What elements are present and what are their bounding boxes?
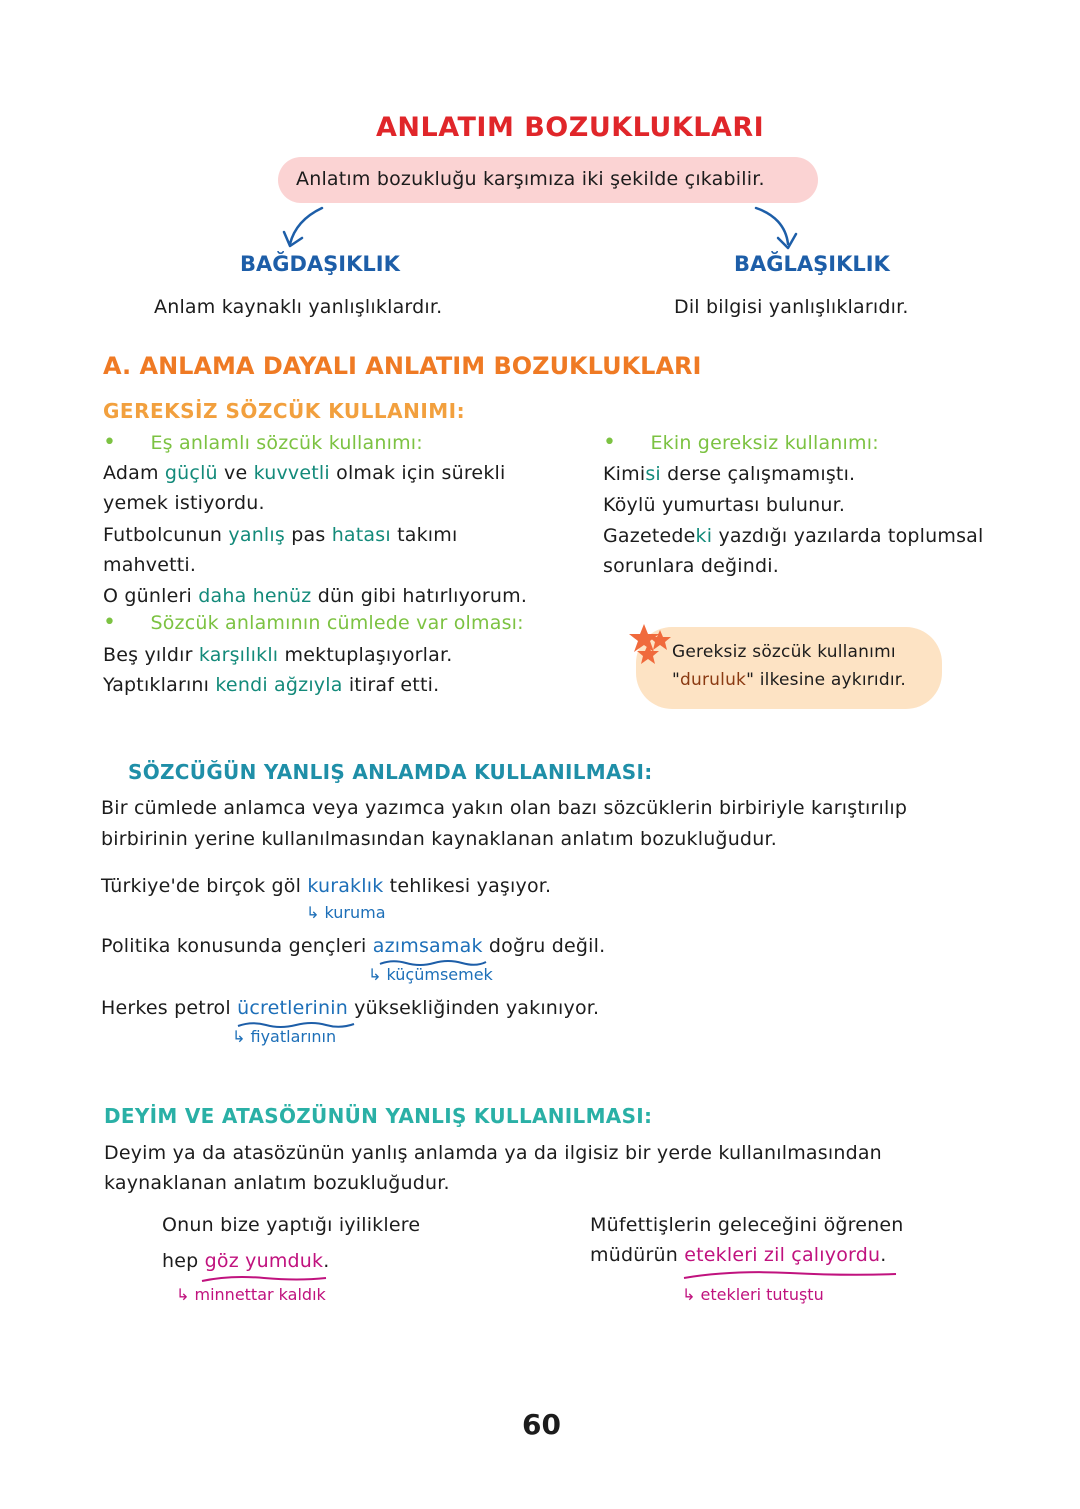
example-line: Futbolcunun yanlış pas hatası takımı [103, 524, 458, 546]
example-line: Türkiye'de birçok göl kuraklık tehlikesi yaşıyor. [101, 875, 552, 897]
bullet-sozcuk-anlami: • Sözcük anlamının cümlede var olması: [103, 610, 524, 635]
example-line: Gazetedeki yazdığı yazılarda toplumsal [603, 525, 984, 547]
example-line: müdürün etekleri zil çalıyordu. [590, 1244, 887, 1266]
correction: ↳ kuruma [306, 903, 386, 922]
correction: ↳ küçümsemek [368, 965, 493, 984]
yanlis-anlam-desc1: Bir cümlede anlamca veya yazımca yakın olan bazı sözcüklerin birbiriyle karıştırılıp [101, 797, 908, 819]
bagdasiklik-heading: BAĞDAŞIKLIK [240, 252, 400, 276]
bullet-ek: • Ekin gereksiz kullanımı: [603, 430, 879, 455]
example-line: O günleri daha henüz dün gibi hatırlıyorum. [103, 585, 528, 607]
section-a-heading: A. ANLAMA DAYALI ANLATIM BOZUKLUKLARI [103, 352, 702, 380]
deyim-desc1: Deyim ya da atasözünün yanlış anlamda ya da ilgisiz bir yerde kullanılmasından [104, 1142, 882, 1164]
example-line: Herkes petrol ücretlerinin yüksekliğinden yakınıyor. [101, 997, 600, 1019]
example-line: Adam güçlü ve kuvvetli olmak için sürekli [103, 462, 506, 484]
example-line: mahvetti. [103, 554, 197, 576]
note-line2: "duruluk" ilkesine aykırıdır. [672, 670, 906, 690]
example-line: Müfettişlerin geleceğini öğrenen [590, 1214, 904, 1236]
example-line: Beş yıldır karşılıklı mektuplaşıyorlar. [103, 644, 453, 666]
correction: ↳ etekleri tutuştu [682, 1285, 824, 1304]
wavy-underline [682, 1268, 898, 1282]
page-number: 60 [522, 1408, 561, 1441]
left-arrow-icon [280, 204, 330, 252]
baglasiklik-heading: BAĞLAŞIKLIK [734, 252, 890, 276]
star-icon [628, 622, 676, 666]
bullet-icon: • [603, 430, 617, 455]
gereksiz-heading: GEREKSİZ SÖZCÜK KULLANIMI: [103, 399, 466, 423]
bullet-icon: • [103, 430, 117, 455]
deyim-heading: DEYİM VE ATASÖZÜNÜN YANLIŞ KULLANILMASI: [104, 1104, 653, 1128]
deyim-desc2: kaynaklanan anlatım bozukluğudur. [104, 1172, 450, 1194]
bagdasiklik-desc: Anlam kaynaklı yanlışlıklardır. [154, 296, 443, 318]
intro-text: Anlatım bozukluğu karşımıza iki şekilde çıkabilir. [296, 168, 765, 190]
wavy-underline [200, 1273, 328, 1285]
example-line: Kimisi derse çalışmamıştı. [603, 463, 856, 485]
yanlis-anlam-heading: SÖZCÜĞÜN YANLIŞ ANLAMDA KULLANILMASI: [128, 760, 653, 784]
bullet-icon: • [103, 610, 117, 635]
example-line: hep göz yumduk. [162, 1250, 330, 1272]
correction: ↳ fiyatlarının [232, 1027, 337, 1046]
example-line: yemek istiyordu. [103, 492, 265, 514]
bullet-es-anlamli: • Eş anlamlı sözcük kullanımı: [103, 430, 423, 455]
example-line: Köylü yumurtası bulunur. [603, 494, 846, 516]
correction: ↳ minnettar kaldık [176, 1285, 326, 1304]
note-line1: Gereksiz sözcük kullanımı [672, 642, 896, 662]
right-arrow-icon [752, 204, 802, 252]
example-line: sorunlara değindi. [603, 555, 779, 577]
page-title: ANLATIM BOZUKLUKLARI [376, 112, 765, 143]
example-line: Yaptıklarını kendi ağzıyla itiraf etti. [103, 674, 440, 696]
baglasiklik-desc: Dil bilgisi yanlışlıklarıdır. [674, 296, 909, 318]
yanlis-anlam-desc2: birbirinin yerine kullanılmasından kaynaklanan anlatım bozukluğudur. [101, 828, 777, 850]
example-line: Onun bize yaptığı iyiliklere [162, 1214, 421, 1236]
example-line: Politika konusunda gençleri azımsamak doğru değil. [101, 935, 606, 957]
